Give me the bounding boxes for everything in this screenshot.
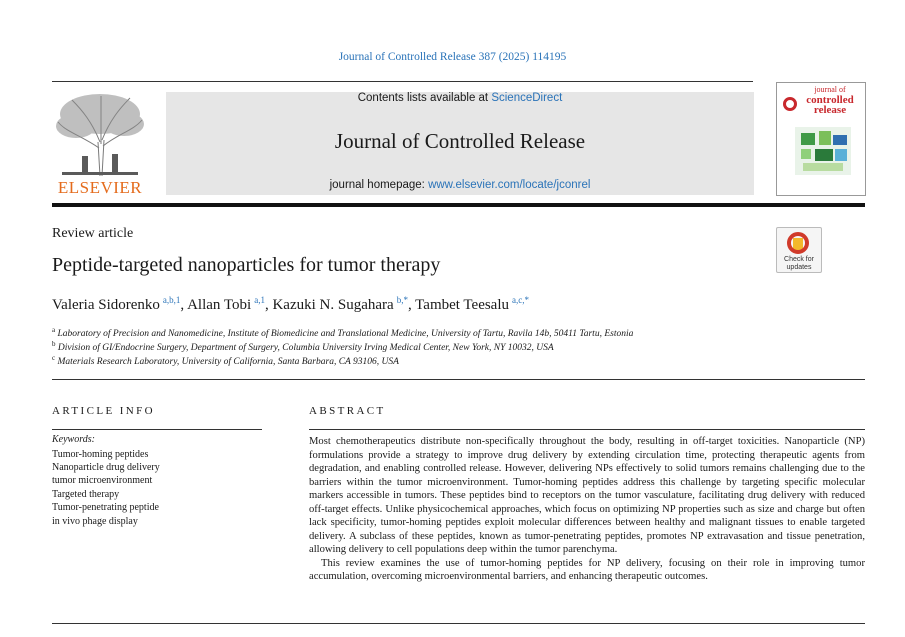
abstract-paragraph: Most chemotherapeutics distribute non-specifically throughout the body, resulting in off-target toxicities. Nanoparticle (NP) formulations provide a strategy to improve drug delivery by extending circulation time, protecting therapeutic agents from degradation, and enabling controlled release. However, delivering NPs effectively to solid tumors remains challenging due to the barriers within the tumor microenvironment. Tumor-homing peptides address this challenge by targeting specific molecular markers accessible in tumors. These peptides bind to receptors on the tumor vasculature, facilitating drug delivery with reduced off-target effects. Unlike physicochemical approaches, which focus on optimizing NP properties such as size and charge but often lack specificity, tumor-homing peptides exploit molecular differences between healthy and malignant tissues to enable targeted delivery. A subclass of these peptides, known as tumor-penetrating peptides, promotes NP extravasation and tissue penetration, allowing delivery to cell populations deep within the tumor parenchyma. (309, 436, 865, 555)
affiliation-mark: c (52, 354, 56, 362)
elsevier-wordmark: ELSEVIER (57, 178, 143, 197)
author-affiliation-marks[interactable]: a,1 (254, 295, 265, 305)
affiliation-mark: a (52, 326, 56, 334)
abstract-paragraph: This review examines the use of tumor-homing peptides for NP delivery, focusing on their role in improving tumor accumulation, overcoming microenvironmental barriers, and enhancing therapeutic outcomes. (309, 557, 865, 582)
author-affiliation-marks[interactable]: a,c,* (512, 295, 530, 305)
keyword-item: Targeted therapy (52, 489, 120, 500)
affiliation-item (52, 326, 633, 339)
author-name[interactable]: Kazuki N. Sugahara (272, 297, 394, 313)
author-name[interactable]: Valeria Sidorenko (52, 297, 160, 313)
author-separator: , (407, 297, 416, 313)
top-divider (52, 81, 753, 82)
abstract-body (309, 435, 865, 584)
article-title: Peptide-targeted nanoparticles for tumor therapy (52, 254, 441, 276)
journal-citation[interactable] (0, 51, 905, 63)
affiliation-text: Laboratory of Precision and Nanomedicine, Institute of Biomedicine and Translational Medicine, University of Tartu, Ravila 14b, 50411 Tartu, Estonia (57, 329, 634, 340)
keyword-item: Nanoparticle drug delivery (52, 462, 160, 473)
sciencedirect-link[interactable]: ScienceDirect (491, 92, 563, 104)
cover-title-line1: journal of (814, 85, 846, 94)
article-info-divider (52, 429, 262, 430)
contents-line (166, 92, 754, 104)
check-updates-line1: Check for (784, 256, 814, 263)
homepage-line (166, 179, 754, 191)
keyword-item: tumor microenvironment (52, 475, 153, 486)
check-updates-line2: updates (786, 264, 812, 271)
cover-title-line2: controlled (806, 94, 854, 106)
elsevier-tree-icon (52, 92, 148, 178)
abstract-bottom-divider (52, 623, 865, 624)
homepage-prefix: journal homepage: (329, 179, 429, 191)
affiliation-mark: b (52, 340, 56, 348)
author-affiliation-marks[interactable]: b,* (396, 295, 408, 305)
affiliation-item (52, 340, 554, 353)
elsevier-logo[interactable] (52, 92, 148, 198)
keywords-label: Keywords: (52, 434, 95, 445)
author-name[interactable]: Tambet Teesalu (415, 297, 510, 313)
abstract-heading: ABSTRACT (309, 405, 386, 417)
author-affiliation-marks[interactable]: a,b,1 (162, 295, 181, 305)
contents-prefix: Contents lists available at (357, 92, 492, 104)
author-separator: , (180, 297, 188, 313)
author-name[interactable]: Allan Tobi (187, 297, 252, 313)
keyword-item: Tumor-homing peptides (52, 449, 149, 460)
check-updates-caption (777, 256, 821, 272)
author-separator: , (264, 297, 273, 313)
affiliations-divider (52, 379, 865, 380)
author-list (52, 295, 529, 314)
journal-title[interactable]: Journal of Controlled Release (334, 129, 586, 153)
cover-title (797, 85, 863, 115)
cover-logo-icon (783, 97, 797, 111)
article-info-heading: ARTICLE INFO (52, 405, 155, 417)
abstract-divider (309, 429, 865, 430)
journal-cover[interactable] (776, 82, 866, 196)
header-thick-divider (52, 203, 865, 207)
affiliation-text: Division of GI/Endocrine Surgery, Department of Surgery, Columbia University Irving Medical Center, New York, NY 10032, USA (57, 343, 554, 354)
affiliation-text: Materials Research Laboratory, University of California, Santa Barbara, CA 93106, USA (57, 357, 399, 368)
cover-illustration-icon (795, 127, 851, 175)
article-type: Review article (52, 226, 134, 241)
cover-title-line3: release (813, 104, 847, 116)
affiliation-item (52, 354, 399, 367)
journal-banner (166, 92, 754, 195)
keyword-item: Tumor-penetrating peptide (52, 502, 159, 513)
check-updates-ring-icon (787, 232, 809, 254)
citation-link[interactable]: Journal of Controlled Release 387 (2025) 114195 (338, 51, 567, 63)
homepage-link[interactable]: www.elsevier.com/locate/jconrel (428, 179, 591, 191)
keyword-item: in vivo phage display (52, 516, 138, 527)
check-for-updates-button[interactable] (776, 227, 822, 273)
